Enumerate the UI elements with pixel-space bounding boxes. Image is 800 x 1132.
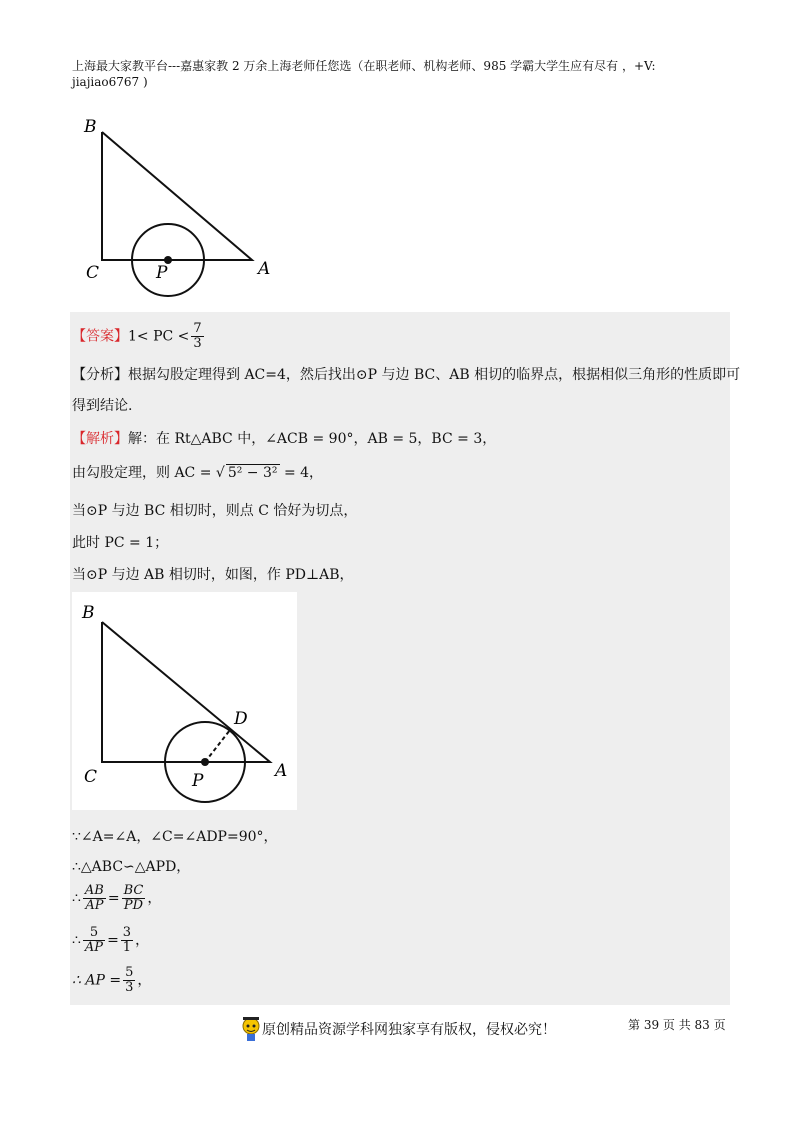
copyright-text: 原创精品资源学科网独家享有版权，侵权必究！ (262, 1022, 556, 1038)
solution-line-7: ∴△ABC∽△APD， (72, 859, 191, 875)
answer-fraction: $\frac{7}{3}$ (193, 321, 202, 351)
page-header (72, 58, 732, 90)
analysis-line-1: 【分析】根据勾股定理得到 AC=4，然后找出⊙P 与边 BC、AB 相切的临界点，根据相似三角形的性质即可 (72, 367, 741, 383)
solution-line-10: ∴ AP = $\frac{5}{3}$ ， (72, 965, 152, 995)
label-p: P (156, 263, 168, 283)
mascot-icon (240, 1016, 262, 1042)
copyright-note (240, 1016, 556, 1042)
answer-tag: 【答案】 (72, 328, 128, 345)
triangle-figure-1 (72, 112, 302, 307)
answer-text: 1< PC < (128, 328, 190, 345)
label-c: C (84, 767, 98, 787)
solution-line-4: 此时 PC = 1； (72, 535, 169, 551)
label-b: B (82, 603, 95, 623)
solution-line-6: ∵∠A=∠A，∠C=∠ADP=90°， (72, 829, 278, 845)
header-line-2: jiajiao6767 ) (72, 75, 148, 89)
label-a: A (275, 761, 288, 781)
solution-line-3: 当⊙P 与边 BC 相切时，则点 C 恰好为切点， (72, 503, 358, 519)
solution-line-5: 当⊙P 与边 AB 相切时，如图，作 PD⊥AB， (72, 567, 354, 583)
triangle-figure-2 (72, 592, 297, 810)
solution-line-2: 由勾股定理，则 AC = √ 5² − 3² = 4， (72, 465, 324, 481)
solution-tag: 【解析】 (72, 431, 128, 447)
analysis-line-2: 得到结论. (72, 398, 133, 414)
label-p: P (192, 771, 204, 791)
header-line-1: 上海最大家教平台---嘉惠家教 2 万余上海老师任您选（在职老师、机构老师、985 学霸大学生应有尽有 ，+V: (72, 59, 656, 73)
page-number: 第 39 页 共 83 页 (628, 1018, 726, 1032)
solution-line-8: ∴ $\frac{AB}{AP}$ = $\frac{BC}{PD}$ ， (72, 883, 162, 913)
solution-line-1: 【解析】解：在 Rt△ABC 中，∠ACB = 90°，AB = 5，BC = 3， (72, 431, 497, 447)
label-a: A (258, 259, 271, 279)
analysis-tag: 【分析】 (72, 367, 128, 383)
label-d: D (234, 709, 248, 729)
label-b: B (84, 117, 97, 137)
answer-line (72, 322, 206, 351)
label-c: C (86, 263, 100, 283)
solution-line-9: ∴ $\frac{5}{AP}$ = $\frac{3}{1}$ ， (72, 925, 150, 955)
